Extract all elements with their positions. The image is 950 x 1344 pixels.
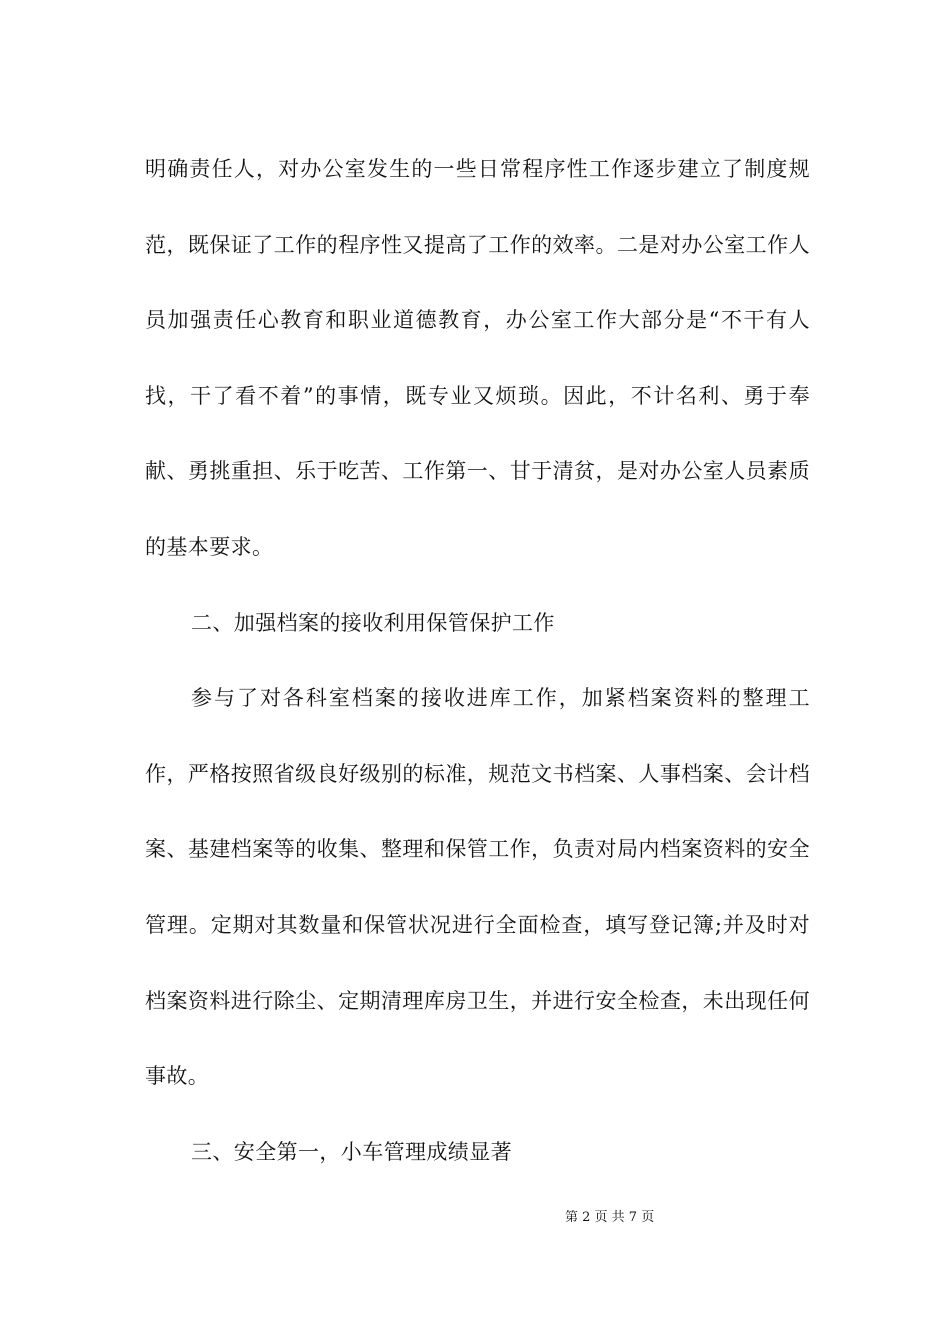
body-paragraph-1: 明确责任人，对办公室发生的一些日常程序性工作逐步建立了制度规范，既保证了工作的程序性又提高了工作的效率。二是对办公室工作人员加强责任心教育和职业道德教育，办公室工作大部分是“不干有人找，干了看不着”的事情，既专业又烦琐。因此，不计名利、勇于奉献、勇挑重担、乐于吃苦、工作第一、甘于清贫，是对办公室人员素质的基本要求。 bbox=[145, 157, 810, 559]
document-body bbox=[145, 132, 810, 1190]
body-paragraph-2: 参与了对各科室档案的接收进库工作，加紧档案资料的整理工作，严格按照省级良好级别的标准，规范文书档案、人事档案、会计档案、基建档案等的收集、整理和保管工作，负责对局内档案资料的安全管理。定期对其数量和保管状况进行全面检查，填写登记簿;并及时对档案资料进行除尘、定期清理库房卫生，并进行安全检查，未出现任何事故。 bbox=[145, 686, 810, 1089]
section-heading-3: 三、安全第一，小车管理成绩显著 bbox=[191, 1139, 512, 1164]
page-number-label: 第 2 页 共 7 页 bbox=[565, 1210, 655, 1225]
section-heading-2: 二、加强档案的接收利用保管保护工作 bbox=[191, 610, 555, 635]
